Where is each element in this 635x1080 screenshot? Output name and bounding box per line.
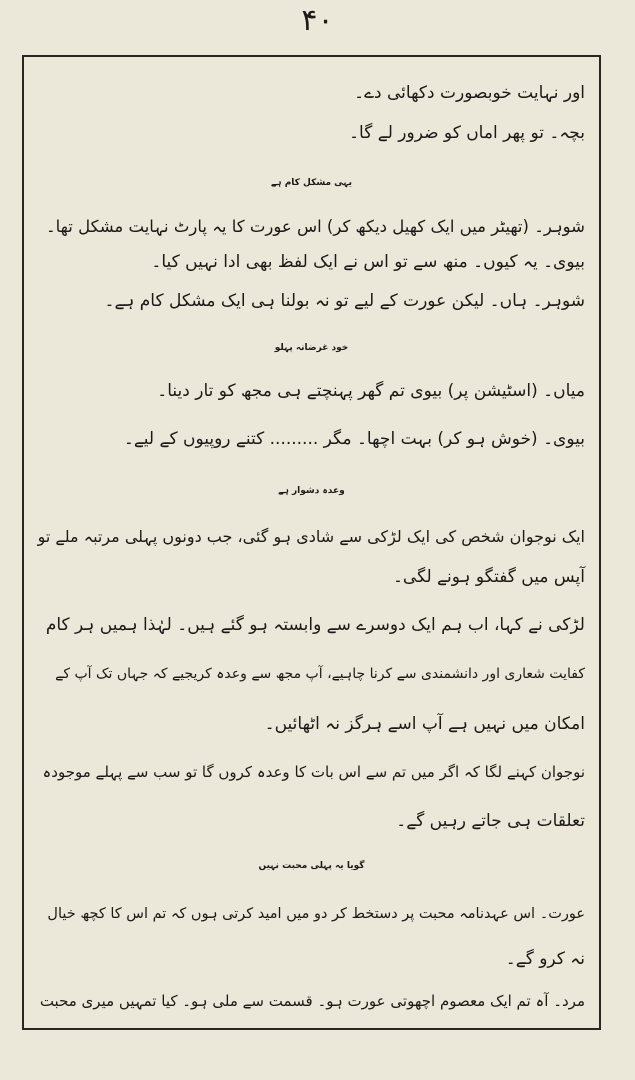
text-line: نہ کرو گے۔ bbox=[505, 949, 585, 969]
text-line: عورت۔ اس عہدنامہ محبت پر دستخط کر دو میں امید کرتی ہوں کہ تم اس کا کچھ خیال bbox=[47, 906, 585, 922]
text-line: بچہ۔ تو پھر اماں کو ضرور لے گا۔ bbox=[349, 123, 585, 143]
text-line: تعلقات ہی جاتے رہیں گے۔ bbox=[396, 811, 585, 831]
text-line: شوہر۔ (تھیٹر میں ایک کھیل دیکھ کر) اس عورت کا یہ پارٹ نہایت مشکل تھا۔ bbox=[45, 217, 585, 236]
text-line: لڑکی نے کہا، اب ہم ایک دوسرے سے وابستہ ہو گئے ہیں۔ لہٰذا ہمیں ہر کام bbox=[45, 615, 585, 635]
section-heading: یہی مشکل کام ہے bbox=[271, 178, 352, 188]
text-line: مرد۔ آہ تم ایک معصوم اچھوتی عورت ہو۔ قسمت سے ملی ہو۔ کیا تمہیں میری محبت bbox=[39, 992, 585, 1010]
text-line: آپس میں گفتگو ہونے لگی۔ bbox=[392, 567, 585, 587]
text-line: امکان میں نہیں ہے آپ اسے ہرگز نہ اٹھائیں۔ bbox=[264, 714, 585, 734]
section-heading: خود غرضانہ پہلو bbox=[274, 343, 349, 353]
text-line: شوہر۔ ہاں۔ لیکن عورت کے لیے تو نہ بولنا ہی ایک مشکل کام ہے۔ bbox=[104, 291, 585, 311]
text-line: بیوی۔ (خوش ہو کر) بہت اچھا۔ مگر ......... کتنے روپیوں کے لیے۔ bbox=[123, 429, 585, 449]
text-line: میاں۔ (اسٹیشن پر) بیوی تم گھر پہنچتے ہی مجھ کو تار دینا۔ bbox=[157, 381, 585, 401]
section-heading: گویا یہ پہلی محبت نہیں bbox=[258, 861, 365, 871]
text-line: اور نہایت خوبصورت دکھائی دے۔ bbox=[354, 83, 585, 103]
page-border bbox=[22, 55, 601, 1030]
text-line: نوجوان کہنے لگا کہ اگر میں تم سے اس بات کا وعدہ کروں گا تو سب سے پہلے موجودہ bbox=[42, 763, 585, 781]
text-line: ایک نوجوان شخص کی ایک لڑکی سے شادی ہو گئی، جب دونوں پہلی مرتبہ ملے تو bbox=[37, 527, 585, 546]
text-line: بیوی۔ یہ کیوں۔ منھ سے تو اس نے ایک لفظ بھی ادا نہیں کیا۔ bbox=[151, 252, 585, 272]
section-heading: وعدہ دشوار ہے bbox=[278, 486, 345, 496]
text-line: کفایت شعاری اور دانشمندی سے کرنا چاہیے، آپ مجھ سے وعدہ کریجیے کہ جہاں تک آپ کے bbox=[55, 666, 585, 682]
page-number: ۴۰ bbox=[301, 3, 334, 38]
